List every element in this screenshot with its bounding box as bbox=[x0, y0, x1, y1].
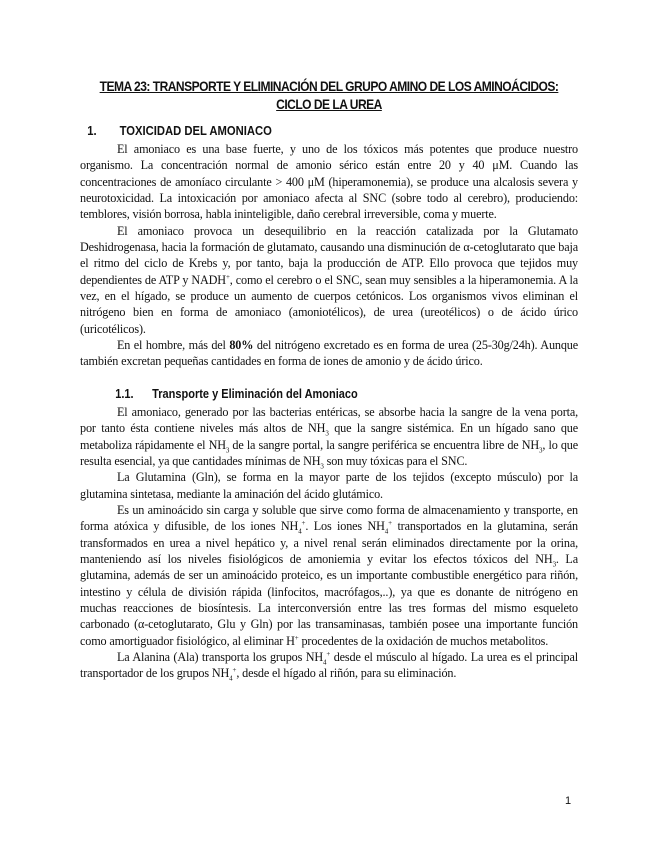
paragraph: Es un aminoácido sin carga y soluble que sirve como forma de almacenamiento y transporte, en forma atóxica y difusible, de los iones $NH_4^+$. Los iones $NH_4^+$ transportados en la glutamina, serán transformados en urea a nivel hepático y, a nivel renal serán eliminados directamente por la orina, manteniendo así los niveles fisiológicos de amoniemia y evitar los efectos tóxicos del $NH_3$. La glutamina, además de ser un aminoácido proteico, es un importante combustible energético para riñón, intestino y célula de división rápida (linfocitos, macrófagos,..), ya que es donante de nitrógeno en muchas reacciones de biosíntesis. La interconversión entre las tres formas del mismo esqueleto carbonado (α-cetoglutarato, Glu y Gln) por las transaminasas, también posee una importante función como amortiguador fisiológico, al eliminar H+ procedentes de la oxidación de muchos metabolitos. bbox=[80, 502, 578, 648]
document-title bbox=[89, 77, 569, 113]
paragraph: La Alanina (Ala) transporta los grupos $NH_4^+$ desde el músculo al hígado. La urea es el principal transportador de los grupos $NH_4^+$, desde el hígado al riñón, para su eliminación. bbox=[80, 649, 578, 683]
paragraph: La Glutamina (Gln), se forma en la mayor parte de los tejidos (excepto músculo) por la glutamina sintetasa, mediante la aminación del ácido glutámico. bbox=[80, 470, 578, 501]
paragraph: En el hombre, más del 80% del nitrógeno excretado es en forma de urea (25-30g/24h). Aunque también excretan pequeñas cantidades en forma de iones de amonio y de ácido úrico. bbox=[80, 338, 578, 369]
paragraph: El amoniaco provoca un desequilibrio en la reacción catalizada por la Glutamato Deshidrogenasa, hacia la formación de glutamato, causando una disminución de α-cetoglutarato que baja el ritmo del ciclo de Krebs y, por tanto, baja la producción de ATP. Ello provoca que tejidos muy dependientes de ATP y NADH+, como el cerebro o el SNC, sean muy sensibles a la hiperamonemia. A la vez, en el hígado, se produce un aumento de cuerpos cetónicos. Los organismos vivos eliminan el nitrógeno bien en forma de amoniaco (amoniotélicos), de urea (ureotélicos) o de ácido úrico (uricotélicos). bbox=[80, 223, 578, 336]
paragraph: El amoniaco, generado por las bacterias entéricas, se absorbe hacia la sangre de la vena porta, por tanto ésta contiene niveles más altos de $NH_3$ que la sangre sistémica. En un hígado sano que metaboliza rápidamente el $NH_3$ de la sangre portal, la sangre periférica se encuentra libre de $NH_3$, lo que resulta esencial, ya que cantidades mínimas de $NH_3$ son muy tóxicas para el SNC. bbox=[80, 404, 578, 471]
title-line-2: CICLO DE LA UREA bbox=[276, 96, 382, 112]
section-1-heading bbox=[80, 122, 528, 141]
section-1-1-number: 1.1. bbox=[115, 386, 134, 401]
paragraph: El amoniaco es una base fuerte, y uno de los tóxicos más potentes que produce nuestro organismo. La concentración normal de amonio sérico están entre 20 y 40 μM. Cuando las concentraciones de amoníaco circulante > 400 μM (hiperamonemia), se produce una alcalosis severa y neurotoxicidad. La intoxicación por amoniaco afecta al SNC (sobre todo al cerebro), produciendo: temblores, visión borrosa, habla ininteligible, daño cerebral irreversible, coma y muerte. bbox=[80, 142, 578, 222]
section-1-title: TOXICIDAD DEL AMONIACO bbox=[119, 124, 272, 138]
page-content bbox=[80, 77, 578, 682]
title-line-1: TEMA 23: TRANSPORTE Y ELIMINACIÓN DEL GRUPO AMINO DE LOS AMINOÁCIDOS: bbox=[99, 78, 559, 94]
section-1-1-title: Transporte y Eliminación del Amoniaco bbox=[152, 386, 358, 401]
section-1-number: 1. bbox=[87, 124, 97, 138]
section-1-1-heading bbox=[80, 385, 518, 404]
page-number: 1 bbox=[565, 795, 572, 807]
